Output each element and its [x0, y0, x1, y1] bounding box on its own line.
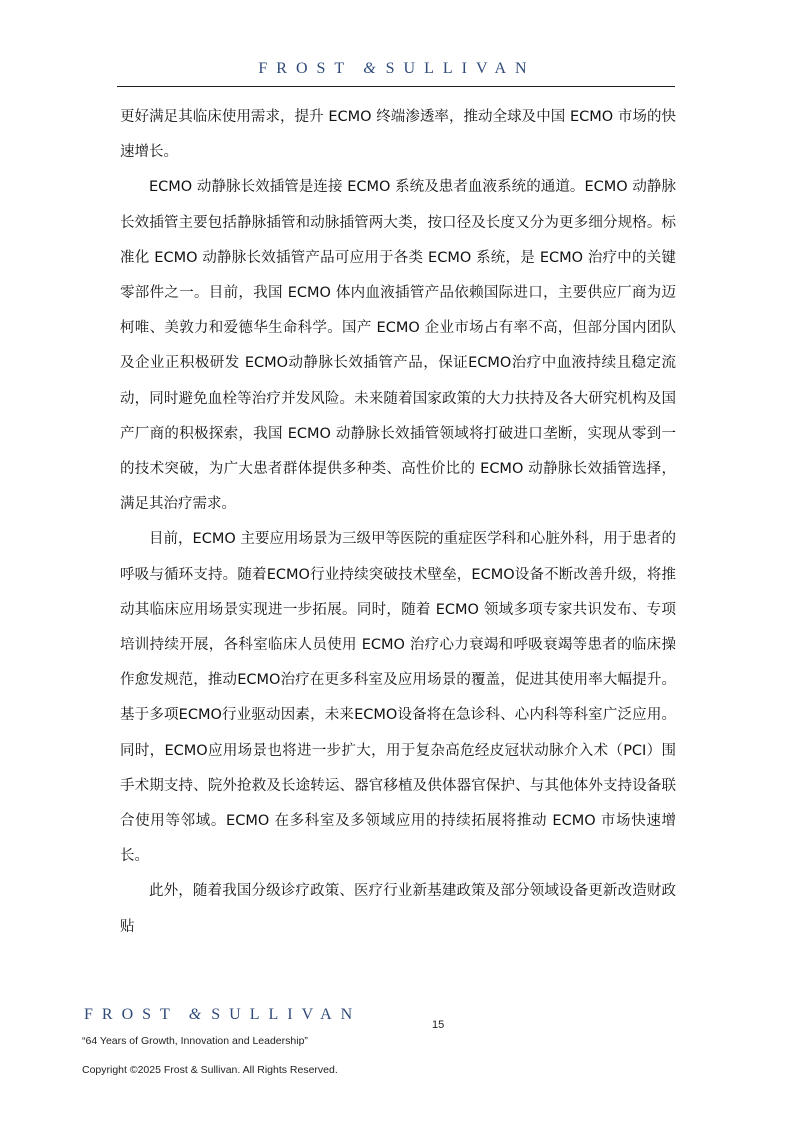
footer-brand-ampersand: &: [188, 1006, 202, 1023]
header-logo: [0, 60, 794, 78]
header-divider: [117, 86, 675, 87]
paragraph-3: 目前，ECMO 主要应用场景为三级甲等医院的重症医学科和心脏外科，用于患者的呼吸与循环支持。随着ECMO行业持续突破技术壁垒，ECMO设备不断改善升级，将推动其临床应用场景实现进一步拓展。同时，随着 ECMO 领域多项专家共识发布、专项培训持续开展，各科室临床人员使用 ECMO 治疗心力衰竭和呼吸衰竭等患者的临床操作愈发规范，推动ECMO治疗在更多科室及应用场景的覆盖，促进其使用率大幅提升。基于多项ECMO行业驱动因素，未来ECMO设备将在急诊科、心内科等科室广泛应用。同时，ECMO应用场景也将进一步扩大，用于复杂高危经皮冠状动脉介入术（PCI）围手术期支持、院外抢救及长途转运、器官移植及供体器官保护、与其他体外支持设备联合使用等邻域。ECMO 在多科室及多领域应用的持续拓展将推动 ECMO 市场快速增长。: [120, 531, 676, 865]
footer-brand-frost: FROST: [84, 1006, 179, 1023]
header-brand-ampersand: &: [363, 60, 376, 77]
paragraph-1: 更好满足其临床使用需求，提升 ECMO 终端渗透率，推动全球及中国 ECMO 市场的快速增长。: [120, 109, 676, 161]
paragraph-2: ECMO 动静脉长效插管是连接 ECMO 系统及患者血液系统的通道。ECMO 动静脉长效插管主要包括静脉插管和动脉插管两大类，按口径及长度又分为更多细分规格。标准化 ECMO 动静脉长效插管产品可应用于各类 ECMO 系统，是 ECMO 治疗中的关键零部件之一。目前，我国 ECMO 体内血液插管产品依赖国际进口，主要供应厂商为迈柯唯、美敦力和爱德华生命科学。国产 ECMO 企业市场占有率不高，但部分国内团队及企业正积极研发 ECMO动静脉长效插管产品，保证ECMO治疗中血液持续且稳定流动，同时避免血栓等治疗并发风险。未来随着国家政策的大力扶持及各大研究机构及国产厂商的积极探索，我国 ECMO 动静脉长效插管领域将打破进口垄断，实现从零到一的技术突破，为广大患者群体提供多种类、高性价比的 ECMO 动静脉长效插管选择，满足其治疗需求。: [120, 179, 676, 513]
footer-copyright: Copyright ©2025 Frost & Sullivan. All Rights Reserved.: [82, 1064, 338, 1076]
paragraph-4: 此外，随着我国分级诊疗政策、医疗行业新基建政策及部分领域设备更新改造财政贴: [120, 883, 676, 935]
page-number: 15: [432, 1019, 445, 1031]
footer-tagline: “64 Years of Growth, Innovation and Leadership”: [82, 1035, 308, 1047]
footer-logo: [84, 1006, 361, 1024]
header-brand-sullivan: SULLIVAN: [385, 60, 536, 77]
footer-brand-sullivan: SULLIVAN: [211, 1006, 362, 1023]
document-body: [120, 100, 676, 945]
header-brand-frost: FROST: [258, 60, 354, 77]
